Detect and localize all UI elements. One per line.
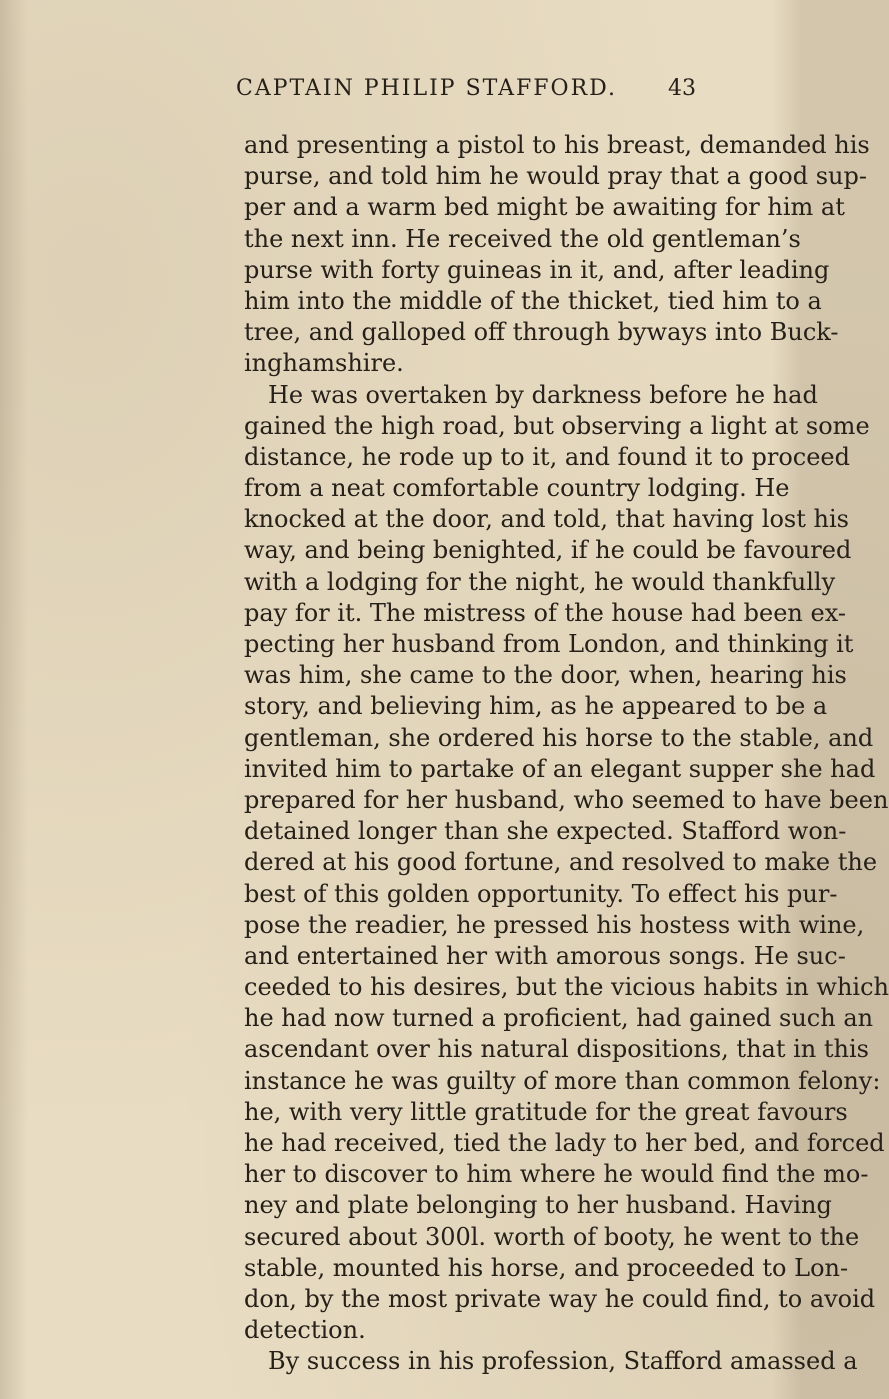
text-line: gentleman, she ordered his horse to the stable, and	[244, 723, 874, 752]
page-number: 43	[668, 76, 696, 101]
text-line: her to discover to him where he would find the mo-	[244, 1160, 869, 1189]
paragraph-end-line: inghamshire.	[244, 349, 404, 378]
text-line: the next inn. He received the old gentleman’s	[244, 224, 801, 253]
text-line: him into the middle of the thicket, tied him to a	[244, 286, 822, 315]
text-line: prepared for her husband, who seemed to have been	[244, 785, 889, 814]
text-line: best of this golden opportunity. To effect his pur-	[244, 879, 838, 908]
text-line: story, and believing him, as he appeared to be a	[244, 692, 828, 721]
text-line: was him, she came to the door, when, hearing his	[244, 661, 847, 690]
text-line: purse with forty guineas in it, and, after leading	[244, 255, 830, 284]
text-line: with a lodging for the night, he would thankfully	[244, 567, 836, 596]
text-line: way, and being benighted, if he could be favoured	[244, 536, 852, 565]
text-line: pose the readier, he pressed his hostess with wine,	[244, 910, 865, 939]
text-line: invited him to partake of an elegant supper she had	[244, 754, 876, 783]
text-line: gained the high road, but observing a light at some	[244, 411, 870, 440]
text-line: instance he was guilty of more than common felony:	[244, 1066, 881, 1095]
text-line: secured about 300l. worth of booty, he went to the	[244, 1222, 860, 1251]
text-line: he had now turned a proficient, had gained such an	[244, 1004, 874, 1033]
paragraph-start-line: By success in his profession, Stafford amassed a	[268, 1347, 858, 1376]
text-line: he had received, tied the lady to her bed, and forced	[244, 1129, 885, 1157]
text-line: and entertained her with amorous songs. He suc-	[244, 941, 846, 970]
running-head	[236, 76, 696, 106]
paragraph-end-line: detection.	[244, 1316, 366, 1345]
text-line: detained longer than she expected. Stafford won-	[244, 817, 847, 846]
text-line: don, by the most private way he could find, to avoid	[244, 1284, 876, 1313]
text-line: per and a warm bed might be awaiting for him at	[244, 193, 845, 222]
running-title: CAPTAIN PHILIP STAFFORD.	[236, 76, 617, 101]
text-line: knocked at the door, and told, that having lost his	[244, 505, 849, 534]
text-line: from a neat comfortable country lodging. He	[244, 474, 790, 503]
text-line: purse, and told him he would pray that a good sup-	[244, 162, 867, 191]
body-text	[244, 130, 889, 1378]
text-line: pecting her husband from London, and thinking it	[244, 630, 854, 658]
text-line: distance, he rode up to it, and found it to proceed	[244, 442, 850, 471]
text-line: pay for it. The mistress of the house had been ex-	[244, 598, 846, 627]
text-line: stable, mounted his horse, and proceeded to Lon-	[244, 1253, 849, 1282]
text-line: dered at his good fortune, and resolved to make the	[244, 848, 878, 877]
text-line: ceeded to his desires, but the vicious habits in which	[244, 973, 889, 1002]
paragraph-start-line: He was overtaken by darkness before he had	[268, 380, 818, 409]
text-line: ascendant over his natural dispositions, that in this	[244, 1035, 869, 1064]
text-line: he, with very little gratitude for the great favours	[244, 1097, 848, 1126]
text-line: and presenting a pistol to his breast, demanded his	[244, 131, 870, 159]
text-line: tree, and galloped off through byways into Buck-	[244, 318, 839, 347]
text-line: ney and plate belonging to her husband. Having	[244, 1191, 832, 1220]
